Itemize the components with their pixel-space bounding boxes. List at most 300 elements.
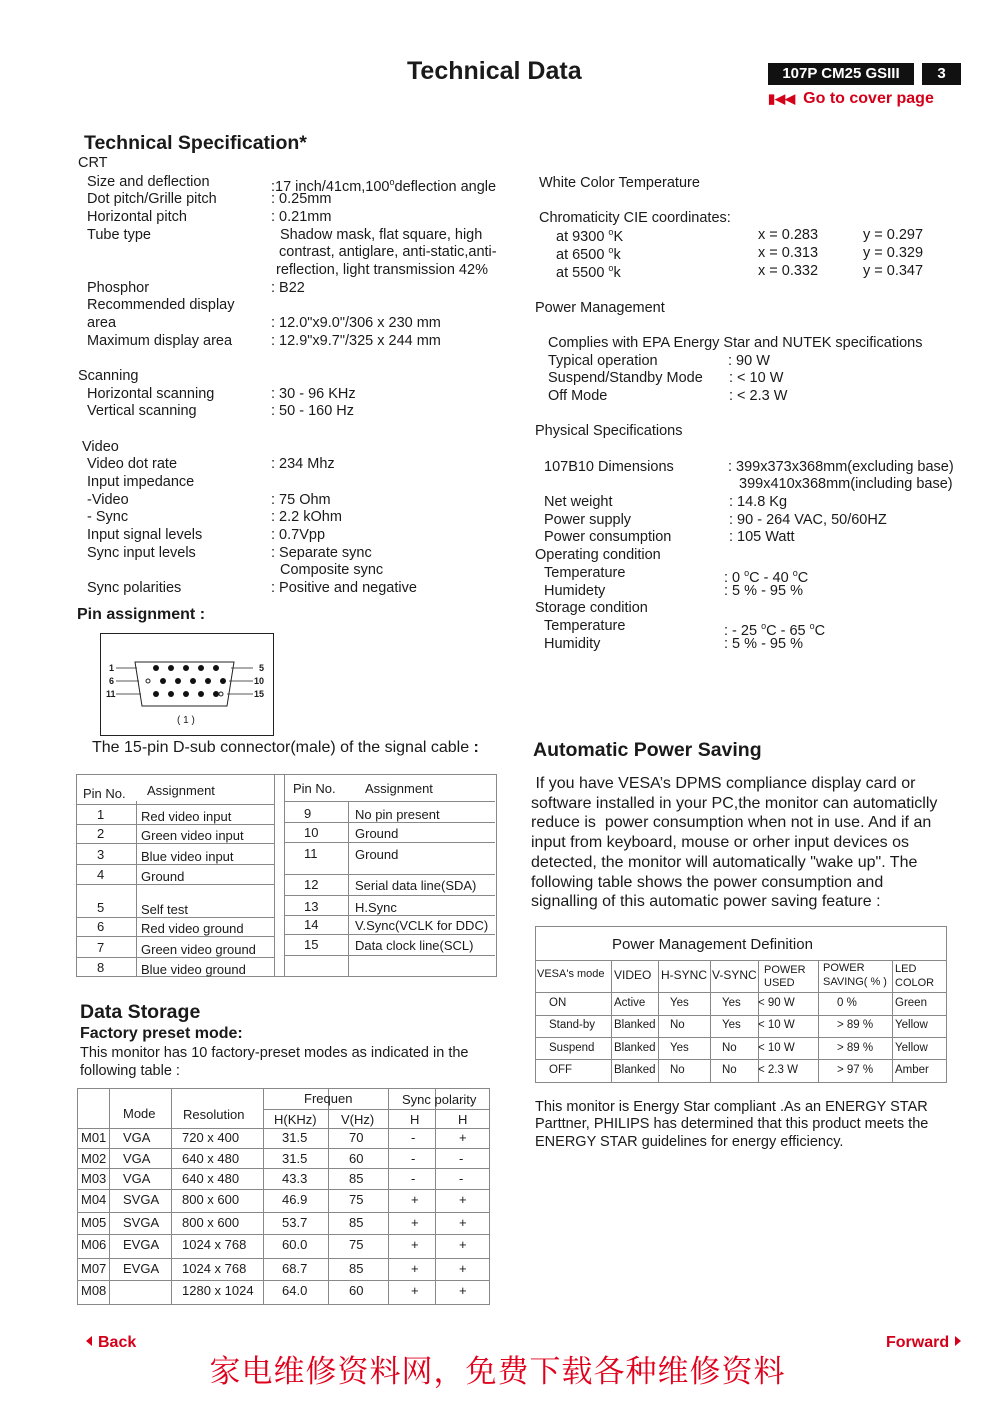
- pm-cell: OFF: [549, 1064, 572, 1076]
- row-divider: [78, 1189, 489, 1190]
- pm-cell: 0 %: [837, 997, 857, 1009]
- row-divider: [536, 1059, 946, 1060]
- mode-cell: +: [411, 1192, 419, 1207]
- storage-text-2: following table :: [80, 1063, 180, 1079]
- mode-cell: +: [459, 1237, 467, 1252]
- vhz-header: V(Hz): [341, 1112, 375, 1127]
- pm-cell: No: [670, 1019, 685, 1031]
- power-used-header-2: USED: [764, 977, 795, 989]
- mode-id: M03: [81, 1171, 107, 1186]
- energy-star-3: ENERGY STAR guidelines for energy efficiency.: [535, 1134, 844, 1150]
- mode-cell: +: [459, 1192, 467, 1207]
- weight-value: : 14.8 Kg: [729, 494, 788, 510]
- scanning-label: Scanning: [78, 368, 139, 384]
- temp-text: at 9300: [556, 229, 605, 245]
- cie-y: y = 0.347: [863, 263, 924, 279]
- row-divider: [536, 1015, 946, 1016]
- row-divider: [78, 1234, 489, 1235]
- storage-cond-label: Storage condition: [535, 600, 648, 616]
- pin-label-11: 11: [106, 689, 116, 699]
- temp-unit: K: [613, 229, 624, 245]
- pin-assignment: Red video input: [141, 809, 232, 824]
- row-divider: [77, 843, 274, 844]
- operating-label: Operating condition: [535, 547, 661, 563]
- off-label: Off Mode: [548, 388, 608, 404]
- pin-assignment: Green video input: [141, 828, 244, 843]
- row-divider: [263, 1109, 489, 1110]
- power-saving-header-1: POWER: [823, 962, 865, 974]
- pin-assignment: No pin present: [355, 807, 440, 822]
- mode-cell: +: [411, 1261, 419, 1276]
- pin-number: 10: [304, 825, 319, 840]
- mode-cell: +: [459, 1215, 467, 1230]
- tube-value-2: contrast, antiglare, anti-static,anti-: [279, 244, 497, 260]
- connector-diagram: [100, 633, 274, 736]
- mode-header: Mode: [123, 1106, 156, 1121]
- pm-cell: Green: [895, 997, 927, 1009]
- sync-polarity-header: Sync polarity: [402, 1092, 477, 1107]
- mode-cell: -: [411, 1151, 416, 1166]
- pin-header-2: Pin No.: [293, 781, 336, 796]
- temp-label: [556, 263, 621, 281]
- row-divider: [78, 1168, 489, 1169]
- mode-cell: EVGA: [123, 1237, 160, 1252]
- pin-assignment: Red video ground: [141, 921, 244, 936]
- storage-subheading: Factory preset mode:: [80, 1025, 243, 1042]
- mode-cell: EVGA: [123, 1261, 160, 1276]
- col-divider: [892, 960, 893, 1082]
- mode-cell: 1280 x 1024: [182, 1283, 254, 1298]
- st-temp-b: C - 65: [766, 623, 806, 639]
- col-divider: [818, 960, 819, 1082]
- mode-id: M06: [81, 1237, 107, 1252]
- video-header: VIDEO: [614, 968, 652, 982]
- temp-unit: k: [613, 265, 621, 281]
- col-divider: [328, 1089, 329, 1304]
- degree-sup: o: [809, 621, 815, 631]
- cie-x: x = 0.313: [758, 245, 819, 261]
- pin-label-10: 10: [254, 676, 265, 686]
- mode-cell: +: [459, 1130, 467, 1145]
- mode-cell: 31.5: [282, 1130, 308, 1145]
- row-divider: [77, 917, 274, 918]
- hscan-label: Horizontal scanning: [87, 386, 215, 402]
- mode-id: M01: [81, 1130, 107, 1145]
- degree-sup: o: [761, 621, 767, 631]
- pin-number: 13: [304, 899, 319, 914]
- row-divider: [284, 955, 495, 956]
- aps-line: input from keyboard, mouse or orher input devices os: [531, 834, 909, 852]
- mode-cell: VGA: [123, 1130, 151, 1145]
- dimensions-value-2: 399x410x368mm(including base): [739, 476, 953, 492]
- physical-label: Physical Specifications: [535, 423, 683, 439]
- pin-assignment: Serial data line(SDA): [355, 878, 477, 893]
- energy-star-2: Parttner, PHILIPS has determined that this product meets the: [535, 1116, 929, 1132]
- tube-label: Tube type: [87, 227, 151, 243]
- mode-cell: 64.0: [282, 1283, 308, 1298]
- pin-assignment: Blue video ground: [141, 962, 246, 977]
- sync-imp-value: : 2.2 kOhm: [271, 509, 342, 525]
- pin-assignment: Blue video input: [141, 849, 234, 864]
- temp-text: at 5500: [556, 265, 605, 281]
- dot-rate-value: : 234 Mhz: [271, 456, 335, 472]
- dimensions-label: 107B10 Dimensions: [544, 459, 674, 475]
- sync-imp-label: - Sync: [87, 509, 129, 525]
- back-arrow-icon: [86, 1336, 92, 1346]
- aps-line: If you have VESA’s DPMS compliance display card or: [531, 775, 916, 792]
- aps-line: detected, the monitor will automatically "wake up". The: [531, 853, 918, 871]
- mode-cell: 800 x 600: [182, 1192, 240, 1207]
- op-temp-a: : 0: [724, 570, 741, 586]
- hpitch-value: : 0.21mm: [271, 209, 332, 225]
- mode-cell: 1024 x 768: [182, 1261, 247, 1276]
- power-definition-table: [535, 926, 947, 1083]
- row-divider: [284, 895, 495, 896]
- pin-assignment: Green video ground: [141, 942, 256, 957]
- row-divider: [284, 874, 495, 875]
- pin-table: [76, 774, 497, 977]
- mode-cell: 85: [349, 1261, 364, 1276]
- pm-cell: No: [670, 1064, 685, 1076]
- row-divider: [284, 822, 495, 823]
- row-divider: [284, 915, 495, 916]
- supply-label: Power supply: [544, 512, 632, 528]
- cover-link[interactable]: [768, 90, 934, 108]
- complies-text: Complies with EPA Energy Star and NUTEK specifications: [548, 335, 923, 351]
- pm-cell: Blanked: [614, 1019, 656, 1031]
- chroma-label: Chromaticity CIE coordinates:: [539, 210, 731, 226]
- crt-label: CRT: [78, 155, 108, 171]
- pin-heading: Pin assignment :: [77, 606, 206, 623]
- connector-description-text: The 15-pin D-sub connector(male) of the signal cable: [92, 739, 470, 756]
- temp-label: [556, 245, 621, 263]
- mode-id: M08: [81, 1283, 107, 1298]
- st-temp-a: : - 25: [724, 623, 758, 639]
- skip-back-icon: ▮◀◀: [768, 91, 796, 106]
- mode-cell: 60: [349, 1283, 364, 1298]
- pm-cell: ON: [549, 997, 567, 1009]
- op-temp-c: C: [797, 570, 809, 586]
- degree-sup: o: [608, 227, 614, 237]
- weight-label: Net weight: [544, 494, 613, 510]
- st-temp-label: Temperature: [544, 618, 626, 634]
- page-number-badge: 3: [922, 63, 961, 85]
- temp-text: at 6500: [556, 247, 605, 263]
- max-area-value: : 12.9"x9.7"/325 x 244 mm: [271, 333, 441, 349]
- sync-levels-value-2: Composite sync: [280, 562, 384, 578]
- row-divider: [536, 1037, 946, 1038]
- aps-heading: Automatic Power Saving: [533, 739, 762, 761]
- back-label: Back: [98, 1334, 137, 1351]
- row-divider: [77, 824, 274, 825]
- mode-cell: +: [411, 1237, 419, 1252]
- row-divider: [284, 934, 495, 935]
- mode-cell: 68.7: [282, 1261, 308, 1276]
- mode-cell: 53.7: [282, 1215, 308, 1230]
- mode-cell: +: [459, 1283, 467, 1298]
- pin-number: 3: [97, 847, 105, 862]
- row-divider: [78, 1280, 489, 1281]
- typical-label: Typical operation: [548, 353, 658, 369]
- pm-cell: Yes: [670, 997, 689, 1009]
- pin-number: 12: [304, 877, 319, 892]
- col-divider: [263, 1089, 264, 1304]
- assignment-header-2: Assignment: [365, 781, 433, 796]
- cie-x: x = 0.283: [758, 227, 819, 243]
- mode-cell: 60.0: [282, 1237, 308, 1252]
- aps-line: following table shows the power consumption and: [531, 873, 884, 891]
- pm-cell: < 90 W: [758, 997, 795, 1009]
- phosphor-value: : B22: [271, 280, 305, 296]
- storage-heading: Data Storage: [80, 1001, 201, 1023]
- dot-rate-label: Video dot rate: [87, 456, 178, 472]
- pm-cell: Blanked: [614, 1042, 656, 1054]
- pm-cell: < 10 W: [758, 1019, 795, 1031]
- forward-label: Forward: [886, 1334, 950, 1351]
- degree-sup: o: [608, 263, 614, 273]
- pm-cell: < 2.3 W: [758, 1064, 798, 1076]
- col-divider: [109, 1089, 110, 1304]
- pin-label-15: 15: [254, 689, 265, 699]
- pm-cell: Suspend: [549, 1042, 595, 1054]
- pin-assignment: Ground: [355, 826, 399, 841]
- row-divider: [78, 1258, 489, 1259]
- st-hum-value: : 5 % - 95 %: [724, 636, 803, 652]
- dot-pitch-label: Dot pitch/Grille pitch: [87, 191, 217, 207]
- typical-value: : 90 W: [728, 353, 770, 369]
- row-divider: [77, 936, 274, 937]
- mode-cell: 75: [349, 1237, 364, 1252]
- mode-id: M02: [81, 1151, 107, 1166]
- max-area-label: Maximum display area: [87, 333, 233, 349]
- st-hum-label: Humidity: [544, 636, 601, 652]
- cie-y: y = 0.329: [863, 245, 924, 261]
- col-divider: [435, 1089, 436, 1304]
- suspend-label: Suspend/Standby Mode: [548, 370, 703, 386]
- assignment-header-1: Assignment: [147, 783, 215, 798]
- pin-assignment: H.Sync: [355, 900, 397, 915]
- mode-cell: SVGA: [123, 1192, 160, 1207]
- mode-cell: 640 x 480: [182, 1171, 240, 1186]
- pin-number: 4: [97, 867, 105, 882]
- polarities-value: : Positive and negative: [271, 580, 417, 596]
- st-temp-c: C: [814, 623, 826, 639]
- temp-label: [556, 227, 623, 245]
- pin-assignment: Self test: [141, 902, 188, 917]
- sync-levels-label: Sync input levels: [87, 545, 196, 561]
- pin-assignment: Data clock line(SCL): [355, 938, 474, 953]
- pm-cell: Yes: [722, 997, 741, 1009]
- pin-header-1: Pin No.: [83, 786, 126, 801]
- col-divider: [388, 1089, 389, 1304]
- pin-assignment: Ground: [355, 847, 399, 862]
- row-divider: [284, 842, 495, 843]
- vscan-value: : 50 - 160 Hz: [271, 403, 355, 419]
- degree-sup: o: [389, 177, 395, 187]
- mode-cell: SVGA: [123, 1215, 160, 1230]
- mode-cell: VGA: [123, 1151, 151, 1166]
- video-imp-label: -Video: [87, 492, 129, 508]
- hsync-header: H-SYNC: [661, 968, 708, 982]
- aps-line: signalling of this automatic power saving feature :: [531, 893, 881, 911]
- pm-cell: < 10 W: [758, 1042, 795, 1054]
- mode-cell: -: [459, 1151, 464, 1166]
- signal-value: : 0.7Vpp: [271, 527, 326, 543]
- dot-pitch-value: : 0.25mm: [271, 191, 332, 207]
- pin-number: 14: [304, 917, 319, 932]
- col-divider: [710, 960, 711, 1082]
- row-divider: [77, 957, 274, 958]
- aps-line: reduce is power consumption when not in use. And if an: [531, 814, 932, 832]
- mode-id: M05: [81, 1215, 107, 1230]
- aps-paragraph: [531, 774, 937, 912]
- pm-cell: > 89 %: [837, 1019, 874, 1031]
- pin-number: 1: [97, 807, 105, 822]
- row-divider: [77, 884, 274, 885]
- vscan-label: Vertical scanning: [87, 403, 197, 419]
- pin-label-6: 6: [109, 676, 115, 686]
- frequency-header: Frequen: [304, 1091, 353, 1106]
- row-divider: [536, 992, 946, 993]
- col-divider: [611, 960, 612, 1082]
- consumption-label: Power consumption: [544, 529, 672, 545]
- pin-number: 8: [97, 960, 105, 975]
- rec-area-value: : 12.0"x9.0"/306 x 230 mm: [271, 315, 441, 331]
- preset-mode-table: [77, 1088, 490, 1305]
- pin-number: 5: [97, 900, 105, 915]
- consumption-value: : 105 Watt: [729, 529, 795, 545]
- col-divider: [171, 1089, 172, 1304]
- pin-assignment: V.Sync(VCLK for DDC): [355, 918, 489, 933]
- cover-link-label: Go to cover page: [803, 90, 934, 107]
- tube-value-3: reflection, light transmission 42%: [276, 262, 488, 278]
- mode-cell: 720 x 400: [182, 1130, 240, 1145]
- mode-cell: VGA: [123, 1171, 151, 1186]
- pin-number: 7: [97, 940, 105, 955]
- op-hum-label: Humidety: [544, 583, 606, 599]
- pm-cell: Yes: [722, 1019, 741, 1031]
- mode-cell: -: [411, 1171, 416, 1186]
- degree-sup: o: [744, 568, 750, 578]
- pm-cell: > 89 %: [837, 1042, 874, 1054]
- suspend-value: : < 10 W: [729, 370, 784, 386]
- pm-cell: Blanked: [614, 1064, 656, 1076]
- connector-caption: ( 1 ): [177, 715, 195, 726]
- pin-number: 15: [304, 937, 319, 952]
- pm-cell: Stand-by: [549, 1019, 596, 1031]
- pin-number: 11: [304, 846, 318, 861]
- pin-number: 2: [97, 826, 105, 841]
- mode-cell: 43.3: [282, 1171, 308, 1186]
- row-divider: [77, 864, 274, 865]
- watermark-banner: 家电维修资料网，免费下载各种维修资料: [209, 1354, 786, 1390]
- off-value: : < 2.3 W: [729, 388, 788, 404]
- pm-table-title: Power Management Definition: [612, 936, 813, 953]
- mode-cell: +: [411, 1215, 419, 1230]
- white-temp-label: White Color Temperature: [539, 175, 700, 191]
- hscan-value: : 30 - 96 KHz: [271, 386, 356, 402]
- hkhz-header: H(KHz): [274, 1112, 317, 1127]
- mode-cell: 85: [349, 1171, 364, 1186]
- model-badge: 107P CM25 GSIII: [768, 63, 914, 85]
- mode-id: M07: [81, 1261, 107, 1276]
- mode-cell: 1024 x 768: [182, 1237, 247, 1252]
- vesa-header: VESA's mode: [537, 968, 605, 980]
- connector-description: [92, 739, 479, 757]
- op-temp-label: Temperature: [544, 565, 626, 581]
- storage-text-1: This monitor has 10 factory-preset modes as indicated in the: [80, 1045, 469, 1061]
- sync-levels-value-1: : Separate sync: [271, 545, 372, 561]
- impedance-label: Input impedance: [87, 474, 195, 490]
- col-divider: [658, 960, 659, 1082]
- size-value-a: :17 inch/41cm,100: [271, 179, 390, 195]
- signal-label: Input signal levels: [87, 527, 203, 543]
- page-title: Technical Data: [407, 57, 582, 85]
- pm-cell: Yellow: [895, 1042, 928, 1054]
- pm-cell: Yes: [670, 1042, 689, 1054]
- mode-cell: 75: [349, 1192, 364, 1207]
- forward-arrow-icon: [955, 1336, 961, 1346]
- pm-cell: Amber: [895, 1064, 929, 1076]
- mode-cell: -: [411, 1130, 416, 1145]
- temp-unit: k: [613, 247, 621, 263]
- degree-sup: o: [608, 245, 614, 255]
- aps-line: software installed in your PC,the monitor can automaticlly: [531, 794, 938, 812]
- mode-cell: +: [459, 1261, 467, 1276]
- mode-id: M04: [81, 1192, 107, 1207]
- h-header-2: H: [458, 1112, 468, 1127]
- spec-heading: Technical Specification*: [84, 132, 307, 154]
- phosphor-label: Phosphor: [87, 280, 150, 296]
- polarities-label: Sync polarities: [87, 580, 182, 596]
- rec-area-label-2: area: [87, 315, 117, 331]
- op-hum-value: : 5 % - 95 %: [724, 583, 803, 599]
- pin-assignment: Ground: [141, 869, 185, 884]
- row-divider: [78, 1148, 489, 1149]
- pm-cell: Active: [614, 997, 646, 1009]
- mode-cell: 800 x 600: [182, 1215, 240, 1230]
- mode-cell: -: [459, 1171, 464, 1186]
- resolution-header: Resolution: [183, 1107, 245, 1122]
- video-label: Video: [82, 439, 119, 455]
- supply-value: : 90 - 264 VAC, 50/60HZ: [729, 512, 887, 528]
- mode-cell: 640 x 480: [182, 1151, 240, 1166]
- mode-cell: +: [411, 1283, 419, 1298]
- power-mgmt-label: Power Management: [535, 300, 665, 316]
- pin-number: 6: [97, 919, 105, 934]
- size-value-b: deflection angle: [394, 179, 497, 195]
- op-temp-b: C - 40: [749, 570, 789, 586]
- rec-area-label-1: Recommended display: [87, 297, 235, 313]
- pm-cell: No: [722, 1064, 737, 1076]
- power-used-header-1: POWER: [764, 964, 806, 976]
- mode-cell: 31.5: [282, 1151, 308, 1166]
- energy-star-1: This monitor is Energy Star compliant .As an ENERGY STAR: [535, 1099, 928, 1115]
- pin-label-5: 5: [259, 663, 265, 673]
- power-saving-header-2: SAVING( % ): [823, 976, 887, 988]
- cie-y: y = 0.297: [863, 227, 924, 243]
- cie-x: x = 0.332: [758, 263, 819, 279]
- degree-sup: o: [792, 568, 798, 578]
- size-label: Size and deflection: [87, 174, 210, 190]
- mode-cell: 70: [349, 1130, 364, 1145]
- led-header-2: COLOR: [895, 977, 935, 989]
- pm-cell: Yellow: [895, 1019, 928, 1031]
- pin-label-1: 1: [109, 663, 115, 673]
- video-imp-value: : 75 Ohm: [271, 492, 331, 508]
- h-header-1: H: [410, 1112, 420, 1127]
- pm-cell: > 97 %: [837, 1064, 874, 1076]
